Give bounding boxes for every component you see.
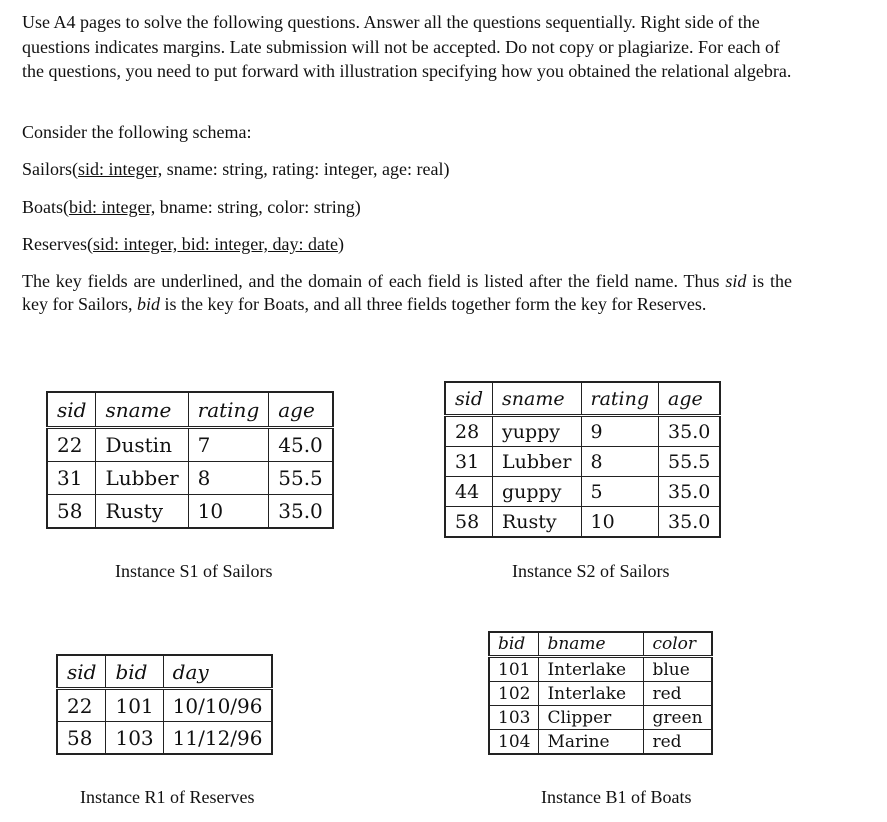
key-note-paragraph	[22, 270, 792, 316]
table-cell: 104	[489, 730, 539, 755]
column-header: age	[269, 392, 333, 428]
table-cell: 10/10/96	[163, 689, 272, 722]
table-cell: guppy	[493, 477, 582, 507]
table-cell: 8	[581, 447, 659, 477]
table-row	[445, 416, 720, 447]
table-cell: Interlake	[539, 657, 644, 682]
table-cell: 45.0	[269, 428, 333, 462]
column-header: sname	[96, 392, 188, 428]
key-note-text-3: is the key for Boats, and all three fields together form the key for Reserves.	[160, 294, 707, 314]
table-cell: 55.5	[659, 447, 721, 477]
schema-reserves	[22, 234, 344, 255]
schema-boats-key: bid: integer,	[69, 197, 156, 217]
table-row	[57, 689, 272, 722]
table-header-row	[47, 392, 333, 428]
table-header-row	[57, 655, 272, 689]
table-cell: Dustin	[96, 428, 188, 462]
table-cell: 103	[489, 706, 539, 730]
column-header: rating	[188, 392, 269, 428]
table-header-row	[445, 382, 720, 416]
column-header: bname	[539, 632, 644, 657]
table-cell: yuppy	[493, 416, 582, 447]
table-row	[489, 730, 712, 755]
table-cell: 58	[57, 722, 106, 755]
table-row	[489, 682, 712, 706]
table-row	[445, 507, 720, 538]
table-row	[489, 706, 712, 730]
key-note-text-1: The key fields are underlined, and the domain of each field is listed after the field name. Thus	[22, 271, 726, 291]
table-cell: Rusty	[96, 495, 188, 529]
column-header: day	[163, 655, 272, 689]
table-cell: green	[644, 706, 712, 730]
table-cell: Marine	[539, 730, 644, 755]
table-cell: Lubber	[96, 462, 188, 495]
table-row	[47, 495, 333, 529]
table-row	[445, 447, 720, 477]
schema-sailors-name: Sailors(	[22, 159, 78, 179]
schema-boats-rest: bname: string, color: string)	[155, 197, 361, 217]
key-note-sid: sid	[725, 271, 747, 291]
table-cell: Lubber	[493, 447, 582, 477]
table-cell: red	[644, 730, 712, 755]
table-cell: red	[644, 682, 712, 706]
table-cell: 31	[445, 447, 493, 477]
table-cell: 28	[445, 416, 493, 447]
table-cell: 35.0	[659, 416, 721, 447]
table-cell: 5	[581, 477, 659, 507]
caption-s1: Instance S1 of Sailors	[115, 561, 273, 581]
table-cell: blue	[644, 657, 712, 682]
table-cell: 8	[188, 462, 269, 495]
schema-sailors	[22, 159, 449, 180]
schema-reserves-key: sid: integer, bid: integer, day: date	[92, 234, 338, 254]
caption-s2: Instance S2 of Sailors	[512, 561, 670, 581]
instructions-paragraph: Use A4 pages to solve the following questions. Answer all the questions sequentially. Right side of the questions indicates margins. Late submission will not be accepted. Do not copy or plagiarize. For each of the questions, you need to put forward with illustration specifying how you obtained the relational algebra.	[22, 12, 792, 82]
table-row	[57, 722, 272, 755]
column-header: rating	[581, 382, 659, 416]
table-cell: 9	[581, 416, 659, 447]
table-cell: 102	[489, 682, 539, 706]
table-cell: 44	[445, 477, 493, 507]
table-cell: 101	[106, 689, 163, 722]
column-header: age	[659, 382, 721, 416]
table-s2-sailors	[444, 381, 721, 538]
table-cell: 11/12/96	[163, 722, 272, 755]
schema-boats	[22, 197, 361, 218]
table-cell: 7	[188, 428, 269, 462]
table-cell: 55.5	[269, 462, 333, 495]
schema-sailors-key: sid: integer,	[78, 159, 163, 179]
table-b1-boats	[488, 631, 713, 755]
column-header: sid	[57, 655, 106, 689]
table-cell: 22	[57, 689, 106, 722]
table-cell: 10	[581, 507, 659, 538]
table-cell: 22	[47, 428, 96, 462]
table-cell: 58	[47, 495, 96, 529]
table-row	[445, 477, 720, 507]
table-cell: Interlake	[539, 682, 644, 706]
key-note-bid: bid	[136, 294, 160, 314]
table-cell: 103	[106, 722, 163, 755]
column-header: bid	[489, 632, 539, 657]
table-r1-reserves	[56, 654, 273, 755]
table-row	[47, 462, 333, 495]
table-cell: 101	[489, 657, 539, 682]
table-row	[489, 657, 712, 682]
table-cell: 35.0	[659, 507, 721, 538]
table-header-row	[489, 632, 712, 657]
table-cell: 58	[445, 507, 493, 538]
column-header: sid	[445, 382, 493, 416]
column-header: sname	[493, 382, 582, 416]
schema-reserves-rest: )	[337, 234, 344, 254]
table-cell: Rusty	[493, 507, 582, 538]
column-header: sid	[47, 392, 96, 428]
schema-sailors-rest: sname: string, rating: integer, age: real)	[162, 159, 450, 179]
table-s1-sailors	[46, 391, 334, 529]
caption-b1: Instance B1 of Boats	[541, 787, 692, 807]
table-cell: 31	[47, 462, 96, 495]
table-row	[47, 428, 333, 462]
table-cell: 10	[188, 495, 269, 529]
table-cell: 35.0	[269, 495, 333, 529]
schema-reserves-name: Reserves(	[22, 234, 93, 254]
caption-r1: Instance R1 of Reserves	[80, 787, 255, 807]
table-cell: Clipper	[539, 706, 644, 730]
key-note-text-2: is the key for Sailors,	[22, 271, 792, 314]
column-header: color	[644, 632, 712, 657]
table-cell: 35.0	[659, 477, 721, 507]
schema-intro: Consider the following schema:	[22, 122, 252, 142]
column-header: bid	[106, 655, 163, 689]
schema-boats-name: Boats(	[22, 197, 69, 217]
